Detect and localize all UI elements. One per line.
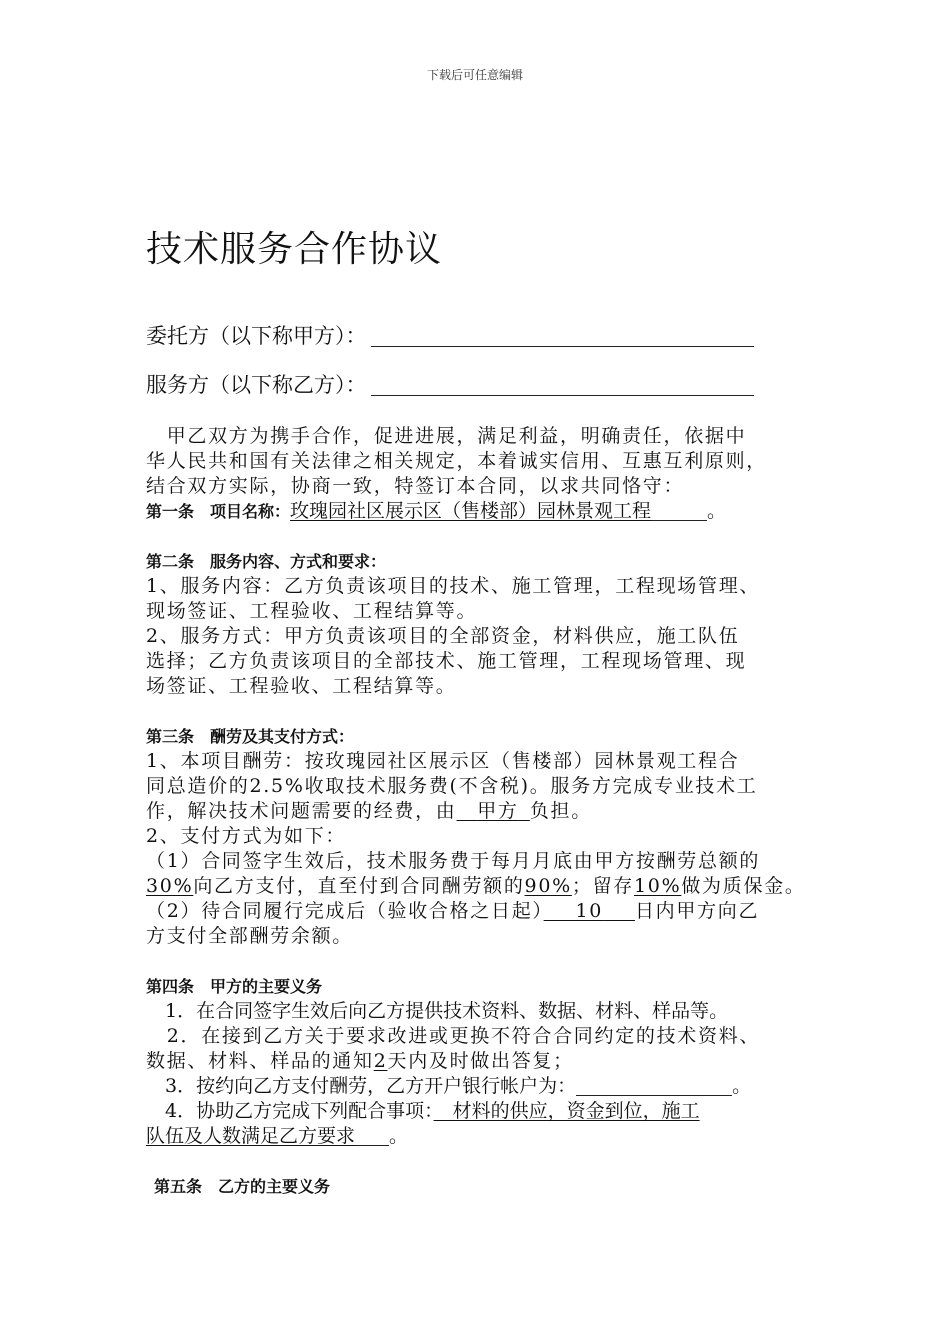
cooperation-items: 材料的供应，资金到位，施工 bbox=[433, 1100, 700, 1122]
retention-percent: 10% bbox=[634, 875, 682, 897]
cap-percent: 90% bbox=[524, 875, 572, 897]
article-3-text: （2）待合同履行完成后（验收合格之日起） bbox=[146, 900, 544, 922]
article-4-item: 1．在合同签字生效后向乙方提供技术资料、数据、材料、样品等。 bbox=[146, 1000, 729, 1022]
intro-line: 华人民共和国有关法律之相关规定，本着诚实信用、互惠互利原则， bbox=[146, 450, 768, 472]
article-4-heading: 第四条 甲方的主要义务 bbox=[146, 977, 323, 996]
article-4-text: 3．按约向乙方支付酬劳，乙方开户银行帐户为： bbox=[146, 1075, 577, 1097]
article-4-item bbox=[146, 1124, 821, 1149]
article-2-line: 现场签证、工程验收、工程结算等。 bbox=[146, 600, 478, 622]
article-4-text: 数据、材料、样品的通知 bbox=[146, 1050, 374, 1072]
reply-days: 2 bbox=[373, 1050, 388, 1072]
article-3-text: 日内甲方向乙 bbox=[634, 900, 760, 922]
bank-account-blank bbox=[576, 1075, 732, 1096]
article-1 bbox=[146, 499, 821, 524]
article-2-line: 选择；乙方负责该项目的全部技术、施工管理，工程现场管理、现 bbox=[146, 650, 747, 672]
article-3-text: 负担。 bbox=[529, 800, 592, 822]
payment-days-value: 10 bbox=[575, 900, 604, 922]
intro-line: 结合双方实际，协商一致，特签订本合同，以求共同恪守： bbox=[146, 475, 685, 497]
article-3-line: 同总造价的2.5%收取技术服务费(不含税)。服务方完成专业技术工 bbox=[146, 775, 758, 797]
article-3-line: 1、本项目酬劳：按玫瑰园社区展示区（售楼部）园林景观工程合 bbox=[146, 750, 740, 772]
article-3-text: 做为质保金。 bbox=[681, 875, 806, 897]
article-4-text: 。 bbox=[732, 1075, 752, 1097]
cooperation-items-cont: 队伍及人数满足乙方要求 bbox=[146, 1125, 356, 1147]
article-2-line: 1、服务内容：乙方负责该项目的技术、施工管理，工程现场管理、 bbox=[146, 575, 761, 597]
fee-payer bbox=[457, 800, 530, 822]
article-2-line: 2、服务方式：甲方负责该项目的全部资金，材料供应，施工队伍 bbox=[146, 625, 740, 647]
party-a-label: 委托方（以下称甲方）： bbox=[146, 324, 367, 348]
article-2-heading: 第二条 服务内容、方式和要求： bbox=[146, 552, 387, 571]
installment-percent: 30% bbox=[146, 875, 194, 897]
article-3-line bbox=[146, 874, 821, 899]
article-3-line bbox=[146, 799, 821, 824]
article-4-item bbox=[146, 1099, 821, 1124]
article-3-text: 作，解决技术问题需要的经费，由 bbox=[146, 800, 457, 822]
article-3-line bbox=[146, 899, 821, 924]
cooperation-items-blank bbox=[355, 1125, 389, 1146]
party-b-line bbox=[146, 371, 754, 399]
article-5-heading: 第五条 乙方的主要义务 bbox=[154, 1177, 331, 1196]
payment-days bbox=[544, 900, 635, 922]
article-4-text: 4．协助乙方完成下列配合事项： bbox=[146, 1100, 434, 1122]
fee-payer-value: 甲方 bbox=[477, 800, 519, 822]
article-1-heading: 第一条 项目名称： bbox=[146, 502, 291, 521]
project-name-blank bbox=[651, 500, 707, 521]
article-4-item bbox=[146, 1049, 821, 1074]
document-title: 技术服务合作协议 bbox=[146, 229, 443, 270]
project-name: 玫瑰园社区展示区（售楼部）园林景观工程 bbox=[290, 500, 652, 522]
article-3-text: ；留存 bbox=[571, 875, 634, 897]
party-b-label: 服务方（以下称乙方）： bbox=[146, 373, 367, 397]
article-3-line: 方支付全部酬劳余额。 bbox=[146, 925, 354, 947]
intro-line: 甲乙双方为携手合作，促进进展，满足利益，明确责任，依据中 bbox=[146, 425, 747, 447]
article-3-heading: 第三条 酬劳及其支付方式： bbox=[146, 727, 355, 746]
article-4-text: 。 bbox=[389, 1125, 409, 1147]
article-2-line: 场签证、工程验收、工程结算等。 bbox=[146, 675, 457, 697]
article-3-line: 2、支付方式为如下： bbox=[146, 825, 347, 847]
article-3-text: 向乙方支付，直至付到合同酬劳额的 bbox=[193, 875, 525, 897]
page-header-note: 下载后可任意编辑 bbox=[426, 68, 523, 82]
article-1-end: 。 bbox=[707, 500, 727, 522]
party-b-blank bbox=[371, 373, 754, 396]
party-a-blank bbox=[371, 324, 754, 347]
article-4-item bbox=[146, 1074, 821, 1099]
article-4-item: 2．在接到乙方关于要求改进或更换不符合合同约定的技术资料、 bbox=[146, 1025, 761, 1047]
contract-body bbox=[146, 424, 821, 1199]
article-3-line: （1）合同签字生效后，技术服务费于每月月底由甲方按酬劳总额的 bbox=[146, 850, 761, 872]
party-a-line bbox=[146, 322, 754, 350]
article-4-text: 天内及时做出答复； bbox=[387, 1050, 574, 1072]
